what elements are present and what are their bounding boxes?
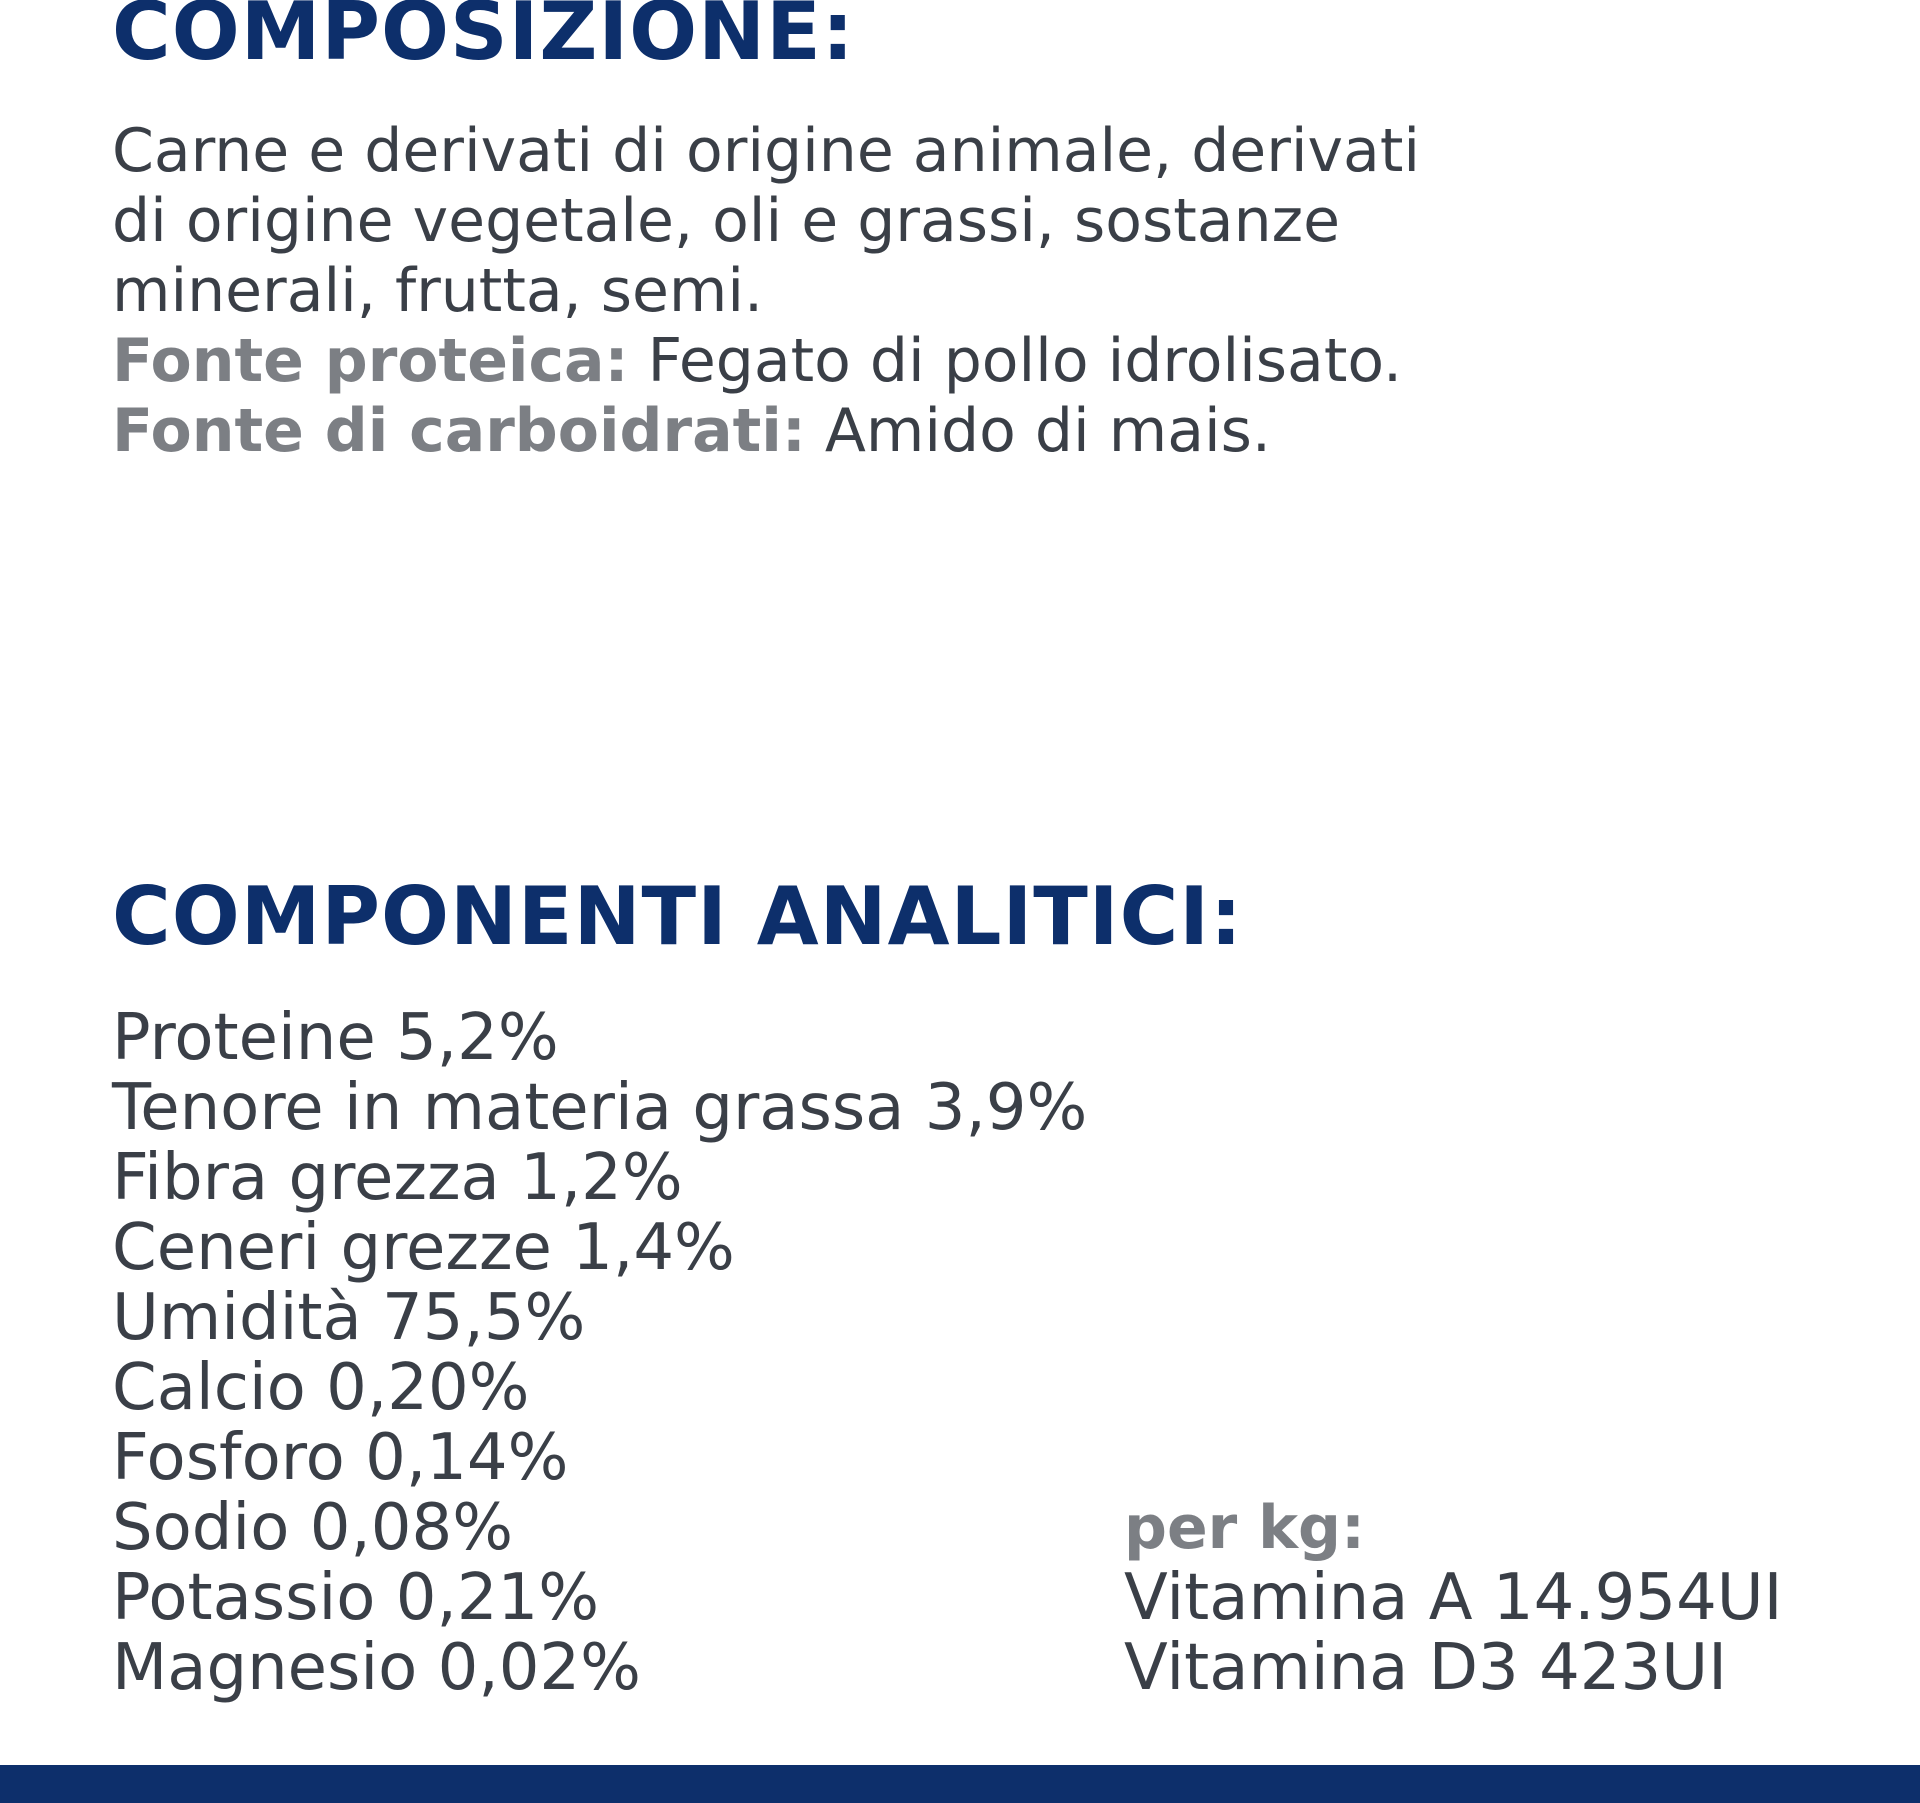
analytical-item: Tenore in materia grassa 3,9% xyxy=(112,1071,1088,1145)
composizione-line: Carne e derivati di origine animale, derivati xyxy=(112,116,1421,186)
carb-source-line xyxy=(112,396,1420,466)
protein-source-value: Fegato di pollo idrolisato. xyxy=(628,326,1403,396)
analytical-item: Fosforo 0,14% xyxy=(112,1421,569,1495)
analytical-components-list xyxy=(112,1003,1087,1703)
componenti-analitici-heading: COMPONENTI ANALITICI: xyxy=(112,870,1244,963)
composizione-line: di origine vegetale, oli e grassi, sostanze xyxy=(112,186,1341,256)
vitamin-item: Vitamina D3 423UI xyxy=(1124,1631,1727,1705)
analytical-item: Sodio 0,08% xyxy=(112,1491,513,1565)
per-kg-block xyxy=(1124,1493,1783,1703)
analytical-item: Proteine 5,2% xyxy=(112,1001,559,1075)
carb-source-value: Amido di mais. xyxy=(805,396,1271,466)
analytical-item: Calcio 0,20% xyxy=(112,1351,530,1425)
composizione-line: minerali, frutta, semi. xyxy=(112,256,764,326)
carb-source-label: Fonte di carboidrati: xyxy=(112,396,806,466)
analytical-item: Ceneri grezze 1,4% xyxy=(112,1211,735,1285)
footer-bar xyxy=(0,1765,1920,1803)
per-kg-label: per kg: xyxy=(1124,1493,1365,1563)
protein-source-line xyxy=(112,326,1420,396)
composizione-heading: COMPOSIZIONE: xyxy=(112,0,855,78)
protein-source-label: Fonte proteica: xyxy=(112,326,629,396)
analytical-item: Potassio 0,21% xyxy=(112,1561,600,1635)
analytical-item: Umidità 75,5% xyxy=(112,1281,586,1355)
analytical-item: Fibra grezza 1,2% xyxy=(112,1141,683,1215)
vitamin-item: Vitamina A 14.954UI xyxy=(1124,1561,1783,1635)
composizione-text xyxy=(112,116,1420,466)
analytical-item: Magnesio 0,02% xyxy=(112,1631,641,1705)
